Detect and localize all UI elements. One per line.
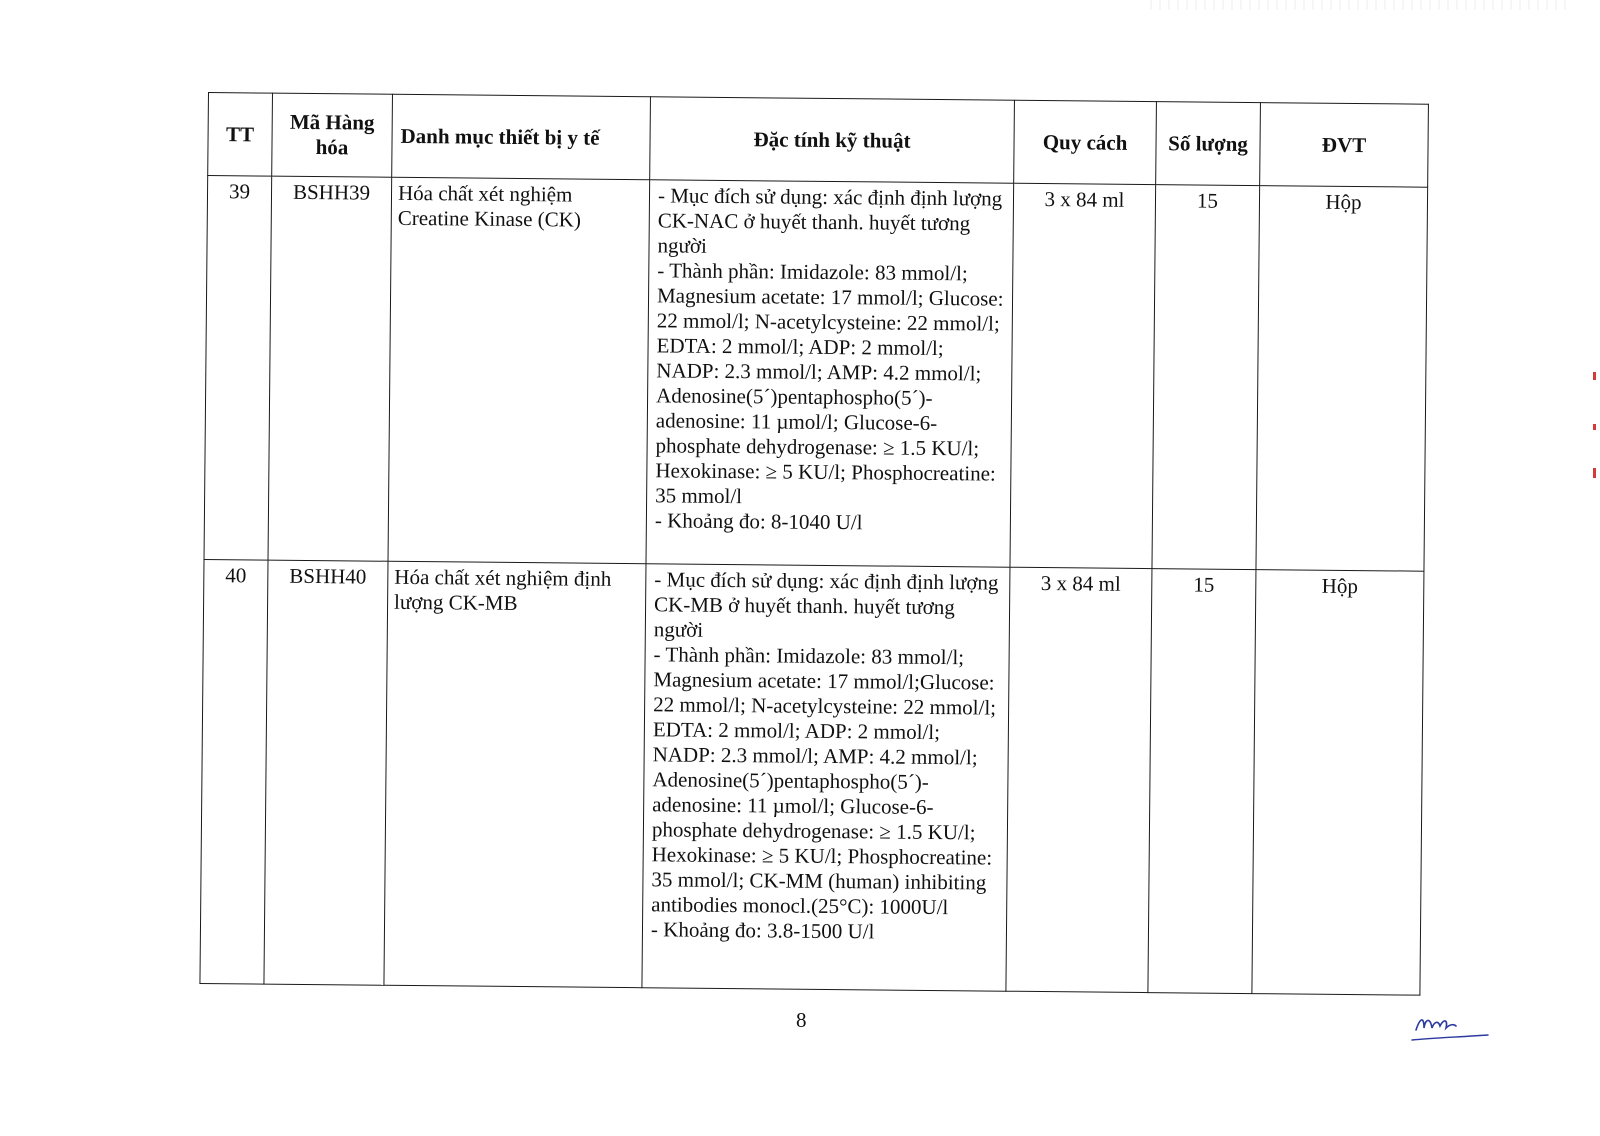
scan-artifact — [1150, 0, 1570, 10]
table-header-row — [208, 93, 1429, 188]
header-so-luong: Số lượng — [1156, 102, 1261, 186]
header-danh-muc: Danh mục thiết bị y tế — [392, 94, 651, 179]
table-row — [200, 559, 1424, 995]
cell-so-luong: 15 — [1152, 185, 1260, 570]
scan-edge-marks — [1592, 372, 1598, 512]
cell-dvt: Hộp — [1256, 186, 1428, 572]
table-row — [204, 176, 1428, 572]
header-quy-cach: Quy cách — [1014, 100, 1157, 184]
cell-tt: 40 — [200, 559, 268, 984]
cell-ma: BSHH40 — [264, 560, 388, 985]
cell-quy-cach: 3 x 84 ml — [1010, 183, 1156, 568]
cell-ten: Hóa chất xét nghiệm định lượng CK-MB — [384, 561, 646, 987]
page-number: 8 — [796, 1008, 807, 1032]
spec-khoang-do: - Khoảng đo: 3.8-1500 U/l — [650, 917, 875, 944]
header-dvt: ĐVT — [1260, 103, 1429, 188]
cell-tt: 39 — [204, 176, 272, 561]
cell-dac-tinh — [646, 180, 1014, 567]
header-tt: TT — [208, 93, 273, 177]
equipment-spec-table — [199, 92, 1429, 996]
cell-ten: Hóa chất xét nghiệm Creatine Kinase (CK) — [388, 177, 650, 563]
spec-thanh-phan: - Thành phần: Imidazole: 83 mmol/l; Magnesium acetate: 17 mmol/l; Glucose: 22 mmol/l; N-acetylcysteine: 22 mmol/l; EDTA: 2 mmol/l; ADP: 2 mmol/l; NADP: 2.3 mmol/l; AMP: 4.2 mmol/l; Adenosine(5´)pentaphospho(5´)-adenosine: 11 µmol/l; Glucose-6-phosphate dehydrogenase: ≥ 1.5 KU/l; Hexokinase: ≥ 5 KU/l; Phosphocreatine: 35 mmol/l — [655, 258, 1004, 509]
spec-muc-dich: - Mục đích sử dụng: xác định định lượng CK-NAC ở huyết thanh. huyết tương người — [657, 183, 1003, 258]
handwritten-signature — [1410, 1008, 1490, 1048]
header-ma-hang-hoa: Mã Hàng hóa — [272, 93, 393, 177]
cell-dvt: Hộp — [1252, 570, 1424, 996]
spec-thanh-phan: - Thành phần: Imidazole: 83 mmol/l; Magnesium acetate: 17 mmol/l;Glucose: 22 mmol/l; N-acetylcysteine: 22 mmol/l; EDTA: 2 mmol/l; ADP: 2 mmol/l; NADP: 2.3 mmol/l; AMP: 4.2 mmol/l; Adenosine(5´)pentaphospho(5´)-adenosine: 11 µmol/l; Glucose-6-phosphate dehydrogenase: ≥ 1.5 KU/l; Hexokinase: ≥ 5 KU/l; Phosphocreatine: 35 mmol/l; CK-MM (human) inhibiting antibodies monocl.(25°C): 1000U/l — [651, 642, 997, 920]
cell-dac-tinh — [642, 564, 1010, 991]
header-dac-tinh: Đặc tính kỹ thuật — [650, 97, 1015, 183]
spec-khoang-do: - Khoảng đo: 8-1040 U/l — [654, 508, 863, 535]
cell-so-luong: 15 — [1148, 569, 1256, 994]
cell-ma: BSHH39 — [268, 176, 392, 561]
cell-quy-cach: 3 x 84 ml — [1006, 567, 1152, 992]
spec-muc-dich: - Mục đích sử dụng: xác định định lượng CK-MB ở huyết thanh. huyết tương người — [653, 567, 999, 642]
